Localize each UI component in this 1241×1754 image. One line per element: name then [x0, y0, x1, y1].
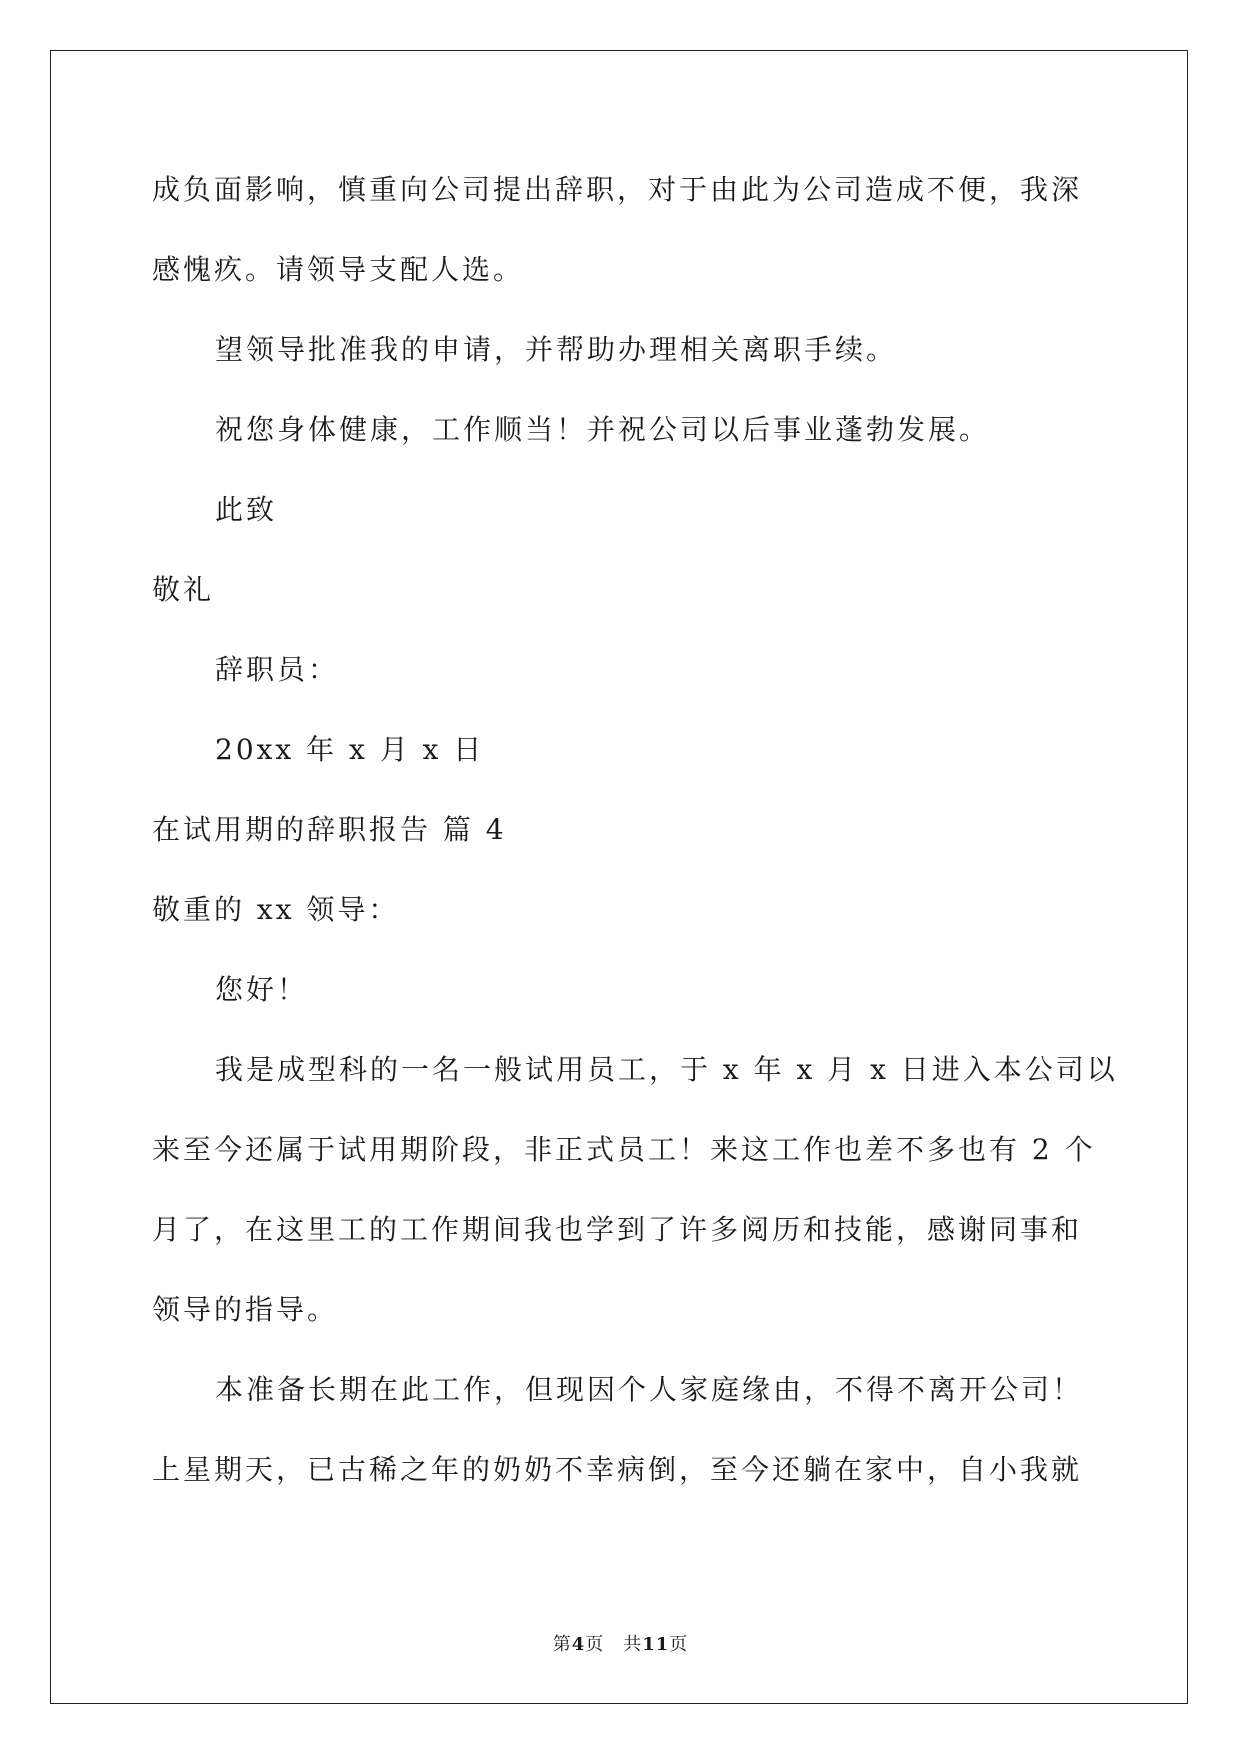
body-line-16: 本准备长期在此工作，但现因个人家庭缘由，不得不离开公司！: [215, 1373, 1084, 1406]
section-heading: 在试用期的辞职报告 篇 4: [152, 813, 507, 846]
body-line-2: 感愧疚。请领导支配人选。: [152, 253, 525, 286]
page-footer: [0, 1630, 1241, 1656]
salutation: 敬重的 xx 领导：: [152, 893, 400, 926]
footer-prefix: 第: [552, 1634, 572, 1655]
signature-label: 辞职员：: [215, 653, 340, 686]
date-line: 20xx 年 x 月 x 日: [215, 733, 485, 766]
greeting: 您好！: [215, 973, 309, 1006]
body-line-1: 成负面影响，慎重向公司提出辞职，对于由此为公司造成不便，我深: [152, 173, 1083, 206]
body-line-13: 来至今还属于试用期阶段，非正式员工！来这工作也差不多也有 2 个: [152, 1133, 1096, 1166]
closing-greeting: 此致: [215, 493, 278, 526]
body-line-12: 我是成型科的一名一般试用员工，于 x 年 x 月 x 日进入本公司以: [215, 1053, 1118, 1086]
footer-page-number: 4: [571, 1634, 586, 1655]
body-line-14: 月了，在这里工的工作期间我也学到了许多阅历和技能，感谢同事和: [152, 1213, 1083, 1246]
footer-suffix: 页: [669, 1634, 689, 1655]
footer-middle: 页 共: [585, 1634, 643, 1655]
body-line-4: 祝您身体健康，工作顺当！并祝公司以后事业蓬勃发展。: [215, 413, 991, 446]
body-line-17: 上星期天，已古稀之年的奶奶不幸病倒，至今还躺在家中，自小我就: [152, 1453, 1083, 1486]
body-line-15: 领导的指导。: [152, 1293, 339, 1326]
body-line-3: 望领导批准我的申请，并帮助办理相关离职手续。: [215, 333, 898, 366]
closing-salute: 敬礼: [152, 573, 215, 606]
footer-total-pages: 11: [642, 1634, 670, 1655]
